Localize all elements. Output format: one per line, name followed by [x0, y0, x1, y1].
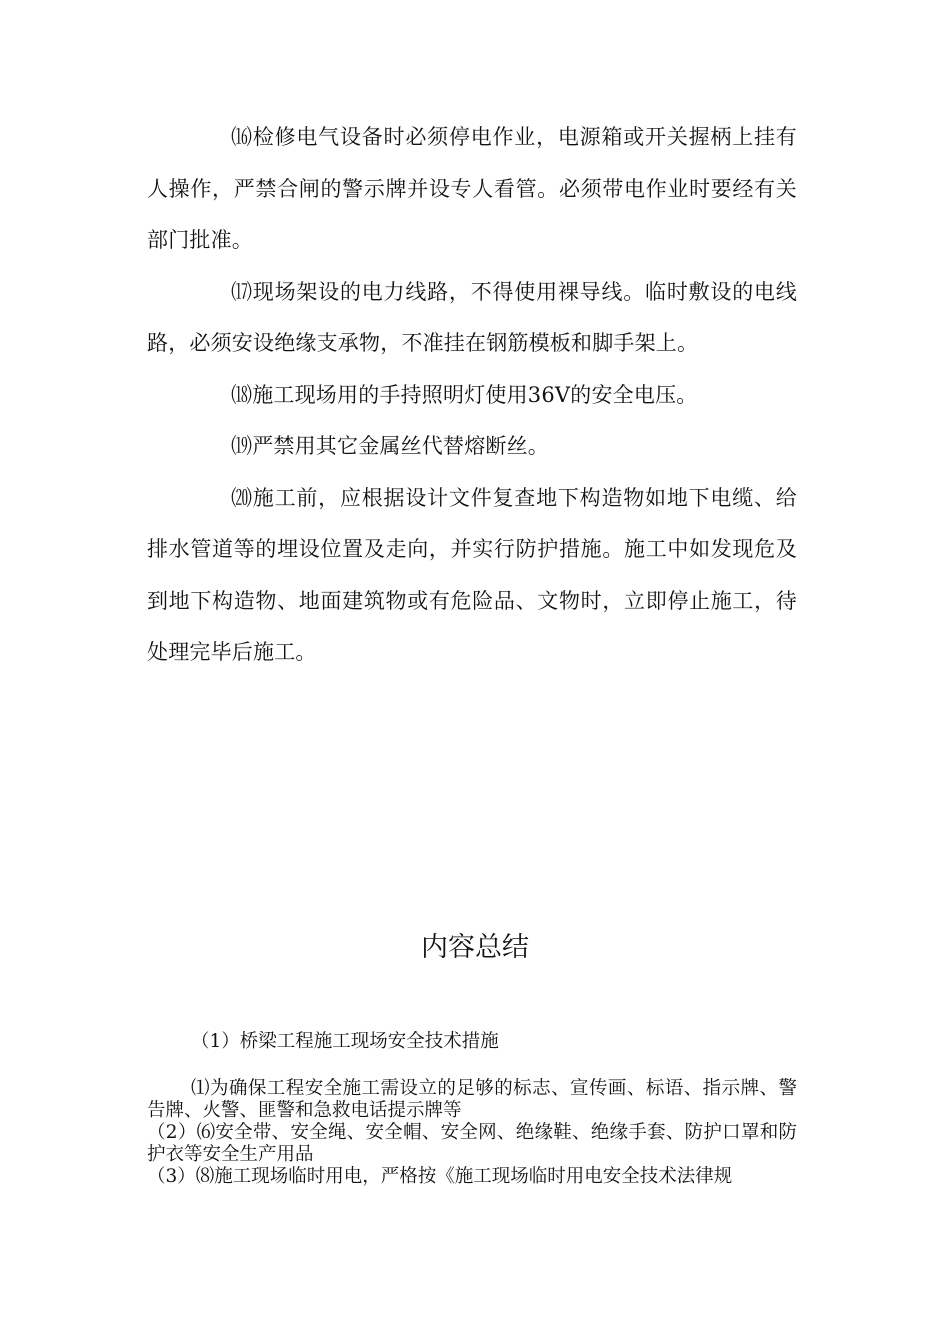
summary-item: （3）⑻施工现场临时用电，严格按《施工现场临时用电安全技术法律规	[147, 1166, 733, 1187]
summary-item: （2）⑹安全带、安全绳、安全帽、安全网、绝缘鞋、绝缘手套、防护口罩和防护衣等安全生产用品	[147, 1122, 797, 1165]
summary-list	[147, 1078, 797, 1188]
body-text	[147, 112, 797, 679]
paragraph-16: ⒃检修电气设备时必须停电作业，电源箱或开关握柄上挂有人操作，严禁合闸的警示牌并设专人看管。必须带电作业时要经有关部门批准。	[147, 125, 797, 252]
summary-item: ⑴为确保工程安全施工需设立的足够的标志、宣传画、标语、指示牌、警告牌、火警、匪警和急救电话提示牌等	[147, 1078, 797, 1121]
paragraph-20: ⒇施工前，应根据设计文件复查地下构造物如地下电缆、给排水管道等的埋设位置及走向，并实行防护措施。施工中如发现危及到地下构造物、地面建筑物或有危险品、文物时，立即停止施工，待处理完毕后施工。	[147, 485, 797, 664]
summary-heading: （1）桥梁工程施工现场安全技术措施	[191, 1031, 499, 1052]
paragraph-18: ⒅施工现场用的手持照明灯使用36V的安全电压。	[231, 382, 698, 407]
paragraph-17: ⒄现场架设的电力线路，不得使用裸导线。临时敷设的电线路，必须安设绝缘支承物，不准挂在钢筋模板和脚手架上。	[147, 279, 797, 355]
paragraph-19: ⒆严禁用其它金属丝代替熔断丝。	[231, 434, 549, 458]
summary-title: 内容总结	[421, 932, 529, 963]
